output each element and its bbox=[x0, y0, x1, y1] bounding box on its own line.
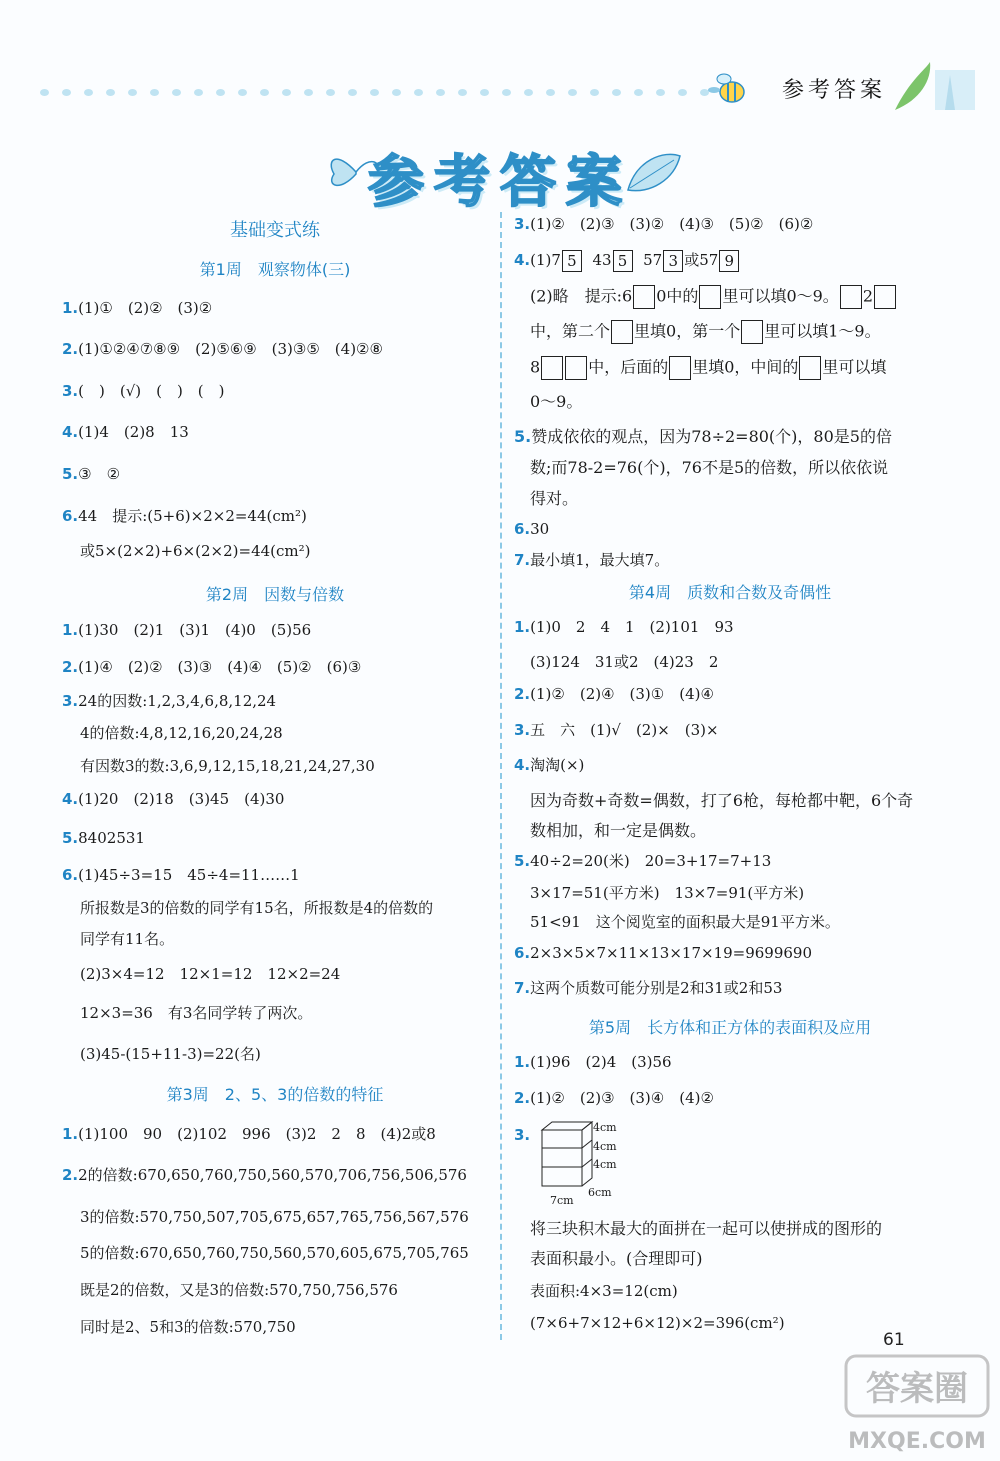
answer-line: 3.(1)② (2)③ (3)② (4)③ (5)② (6)② bbox=[514, 215, 814, 233]
main-title: 参考答案 bbox=[368, 150, 632, 215]
page-number: 61 bbox=[883, 1330, 905, 1350]
answer-line: 3. bbox=[514, 1126, 531, 1144]
answer-line: 有因数3的数:3,6,9,12,15,18,21,24,27,30 bbox=[80, 757, 375, 775]
answer-line: 得对。 bbox=[530, 489, 579, 508]
header-title: 参考答案 bbox=[781, 78, 886, 103]
answer-line: (7×6+7×12+6×12)×2=396(cm²) bbox=[530, 1314, 785, 1332]
answer-line: 1.(1)0 2 4 1 (2)101 93 bbox=[514, 618, 734, 636]
answer-line: (3)45-(15+11-3)=22(名) bbox=[80, 1045, 261, 1063]
answer-line: 4的倍数:4,8,12,16,20,24,28 bbox=[80, 724, 283, 742]
answer-line: 1.(1)① (2)② (3)② bbox=[62, 299, 213, 317]
answer-line: 2.(1)④ (2)② (3)③ (4)④ (5)② (6)③ bbox=[62, 658, 362, 676]
answer-line: 7.最小填1，最大填7。 bbox=[514, 551, 670, 569]
week4-title: 第4周 质数和合数及奇偶性 bbox=[628, 583, 832, 602]
answer-line: 2.2的倍数:670,650,760,750,560,570,706,756,506,576 bbox=[62, 1166, 467, 1184]
answer-line: 将三块积木最大的面拼在一起可以使拼成的图形的 bbox=[530, 1219, 883, 1238]
answer-line: 3.24的因数:1,2,3,4,6,8,12,24 bbox=[62, 692, 277, 710]
answer-line: 表面积:4×3=12(cm) bbox=[530, 1282, 678, 1300]
answer-line: 同学有11名。 bbox=[80, 930, 175, 948]
answer-line: 2.(1)② (2)④ (3)① (4)④ bbox=[514, 685, 714, 703]
answer-line: 数相加，和一定是偶数。 bbox=[530, 821, 707, 840]
answer-line: 4.(1)4 (2)8 13 bbox=[62, 423, 189, 441]
week3-title: 第3周 2、5、3的倍数的特征 bbox=[166, 1085, 384, 1104]
leaf-icon bbox=[624, 150, 684, 194]
answer-line: 3×17=51(平方米) 13×7=91(平方米) bbox=[530, 884, 805, 902]
watermark-url: MXQE.COM bbox=[848, 1429, 986, 1454]
answer-line: 7.这两个质数可能分别是2和31或2和53 bbox=[514, 979, 783, 997]
week1-title: 第1周 观察物体(三) bbox=[199, 260, 351, 279]
answer-line: 表面积最小。(合理即可) bbox=[530, 1249, 703, 1268]
header-decoration bbox=[40, 86, 740, 100]
answer-line: 0～9。 bbox=[530, 392, 583, 411]
answer-line: 2.(1)①②④⑦⑧⑨ (2)⑤⑥⑨ (3)③⑤ (4)②⑧ bbox=[62, 340, 383, 358]
figure-label-h3: 4cm bbox=[593, 1158, 617, 1171]
answer-line: 5.40÷2=20(米) 20=3+17=7+13 bbox=[514, 852, 772, 870]
week5-title: 第5周 长方体和正方体的表面积及应用 bbox=[588, 1018, 872, 1037]
answer-line: 3.( ) (√) ( ) ( ) bbox=[62, 382, 225, 400]
answer-line: 5.赞成依依的观点，因为78÷2=80(个)，80是5的倍 bbox=[514, 427, 892, 446]
answer-line: 3的倍数:570,750,507,705,675,657,765,756,567,576 bbox=[80, 1208, 469, 1226]
answer-line: 或5×(2×2)+6×(2×2)=44(cm²) bbox=[80, 542, 311, 560]
answer-line: 数;而78-2=76(个)，76不是5的倍数，所以依依说 bbox=[530, 458, 889, 477]
leaf-decoration-icon bbox=[890, 60, 980, 112]
answer-line: 12×3=36 有3名同学转了两次。 bbox=[80, 1004, 313, 1022]
answer-line: 6.44 提示:(5+6)×2×2=44(cm²) bbox=[62, 507, 307, 525]
answer-line-boxes: 中，第二个 里填0，第一个 里可以填1～9。 bbox=[530, 320, 881, 344]
answer-line: 51<91 这个阅览室的面积最大是91平方米。 bbox=[530, 913, 840, 931]
answer-line: 4.淘淘(×) bbox=[514, 756, 585, 774]
answer-line: 同时是2、5和3的倍数:570,750 bbox=[80, 1318, 296, 1336]
answer-line: 1.(1)100 90 (2)102 996 (3)2 2 8 (4)2或8 bbox=[62, 1125, 436, 1143]
answer-line: 3.五 六 (1)√ (2)× (3)× bbox=[514, 721, 719, 739]
answer-line: 因为奇数+奇数=偶数，打了6枪，每枪都中靶，6个奇 bbox=[530, 791, 914, 810]
watermark bbox=[842, 1350, 992, 1460]
answer-line: 所报数是3的倍数的同学有15名，所报数是4的倍数的 bbox=[80, 899, 434, 917]
answer-line: 5.③ ② bbox=[62, 465, 121, 483]
answer-line: 5.8402531 bbox=[62, 829, 145, 847]
bee-icon bbox=[706, 70, 752, 106]
watermark-text: 答案圈 bbox=[866, 1369, 968, 1409]
figure-label-h1: 4cm bbox=[593, 1121, 617, 1134]
answer-line: 4.(1)20 (2)18 (3)45 (4)30 bbox=[62, 790, 285, 808]
answer-line: (2)3×4=12 12×1=12 12×2=24 bbox=[80, 965, 341, 983]
answer-line: 5的倍数:670,650,760,750,560,570,605,675,705,765 bbox=[80, 1244, 469, 1262]
answer-line: 1.(1)96 (2)4 (3)56 bbox=[514, 1053, 672, 1071]
section-title-basic: 基础变式练 bbox=[230, 220, 320, 241]
answer-line: 6.2×3×5×7×11×13×17×19=9699690 bbox=[514, 944, 813, 962]
answer-line: 2.(1)② (2)③ (3)④ (4)② bbox=[514, 1089, 714, 1107]
week2-title: 第2周 因数与倍数 bbox=[205, 585, 345, 604]
answer-line-boxes: 4.(1)7 5 43 5 57 3 或57 9 bbox=[514, 249, 740, 272]
figure-label-width: 7cm bbox=[550, 1194, 574, 1207]
answer-line-boxes: 8 中，后面的 里填0，中间的 里可以填 bbox=[530, 356, 886, 380]
butterfly-icon bbox=[326, 150, 386, 194]
answer-line: 既是2的倍数，又是3的倍数:570,750,756,576 bbox=[80, 1281, 398, 1299]
answer-line-boxes: (2)略 提示:6 0中的 里可以填0～9。 2 bbox=[530, 285, 897, 309]
answer-line: 1.(1)30 (2)1 (3)1 (4)0 (5)56 bbox=[62, 621, 312, 639]
figure-label-h2: 4cm bbox=[593, 1140, 617, 1153]
column-divider bbox=[500, 212, 502, 1340]
answer-line: (3)124 31或2 (4)23 2 bbox=[530, 653, 719, 671]
answer-line: 6.(1)45÷3=15 45÷4=11……1 bbox=[62, 866, 300, 884]
answer-line: 6.30 bbox=[514, 520, 550, 538]
figure-label-depth: 6cm bbox=[588, 1186, 612, 1199]
